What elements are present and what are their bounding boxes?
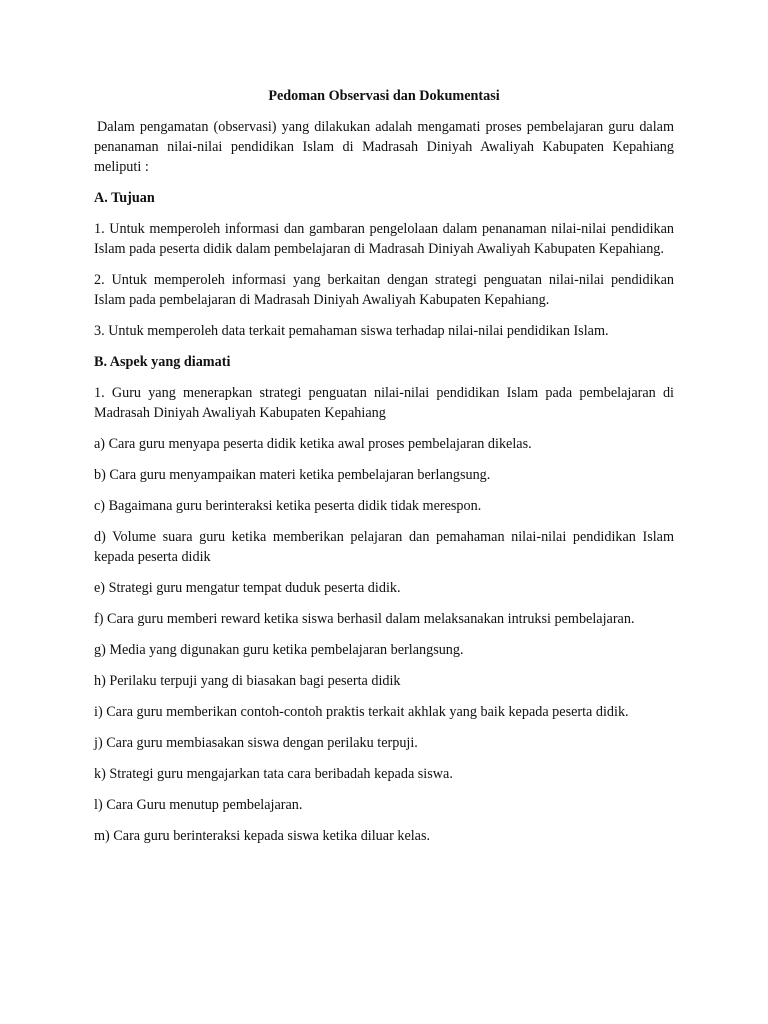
aspek-item-b: b) Cara guru menyampaikan materi ketika pembelajaran berlangsung. — [94, 467, 491, 483]
aspek-lead-item: 1. Guru yang menerapkan strategi penguatan nilai-nilai pendidikan Islam pada pembelajaran di Madrasah Diniyah Awaliyah Kabupaten Kepahiang — [94, 385, 674, 421]
aspek-item-g: g) Media yang digunakan guru ketika pembelajaran berlangsung. — [94, 642, 464, 658]
aspek-item-e: e) Strategi guru mengatur tempat duduk peserta didik. — [94, 580, 401, 596]
aspek-item-c: c) Bagaimana guru berinteraksi ketika peserta didik tidak merespon. — [94, 498, 482, 514]
aspek-item-f: f) Cara guru memberi reward ketika siswa berhasil dalam melaksanakan intruksi pembelajaran. — [94, 611, 635, 627]
section-a-heading: A. Tujuan — [94, 190, 155, 206]
tujuan-item-3: 3. Untuk memperoleh data terkait pemahaman siswa terhadap nilai-nilai pendidikan Islam. — [94, 323, 609, 339]
document-page — [94, 86, 674, 857]
aspek-item-j: j) Cara guru membiasakan siswa dengan perilaku terpuji. — [94, 735, 418, 751]
aspek-item-a: a) Cara guru menyapa peserta didik ketika awal proses pembelajaran dikelas. — [94, 436, 532, 452]
section-b-heading: B. Aspek yang diamati — [94, 354, 231, 370]
aspek-item-d: d) Volume suara guru ketika memberikan pelajaran dan pemahaman nilai-nilai pendidikan Islam kepada peserta didik — [94, 529, 674, 565]
intro-paragraph: Dalam pengamatan (observasi) yang dilakukan adalah mengamati proses pembelajaran guru dalam penanaman nilai-nilai pendidikan Islam di Madrasah Diniyah Awaliyah Kabupaten Kepahiang meliputi : — [94, 119, 674, 175]
document-title: Pedoman Observasi dan Dokumentasi — [268, 88, 500, 104]
aspek-item-k: k) Strategi guru mengajarkan tata cara beribadah kepada siswa. — [94, 766, 453, 782]
aspek-item-h: h) Perilaku terpuji yang di biasakan bagi peserta didik — [94, 673, 401, 689]
aspek-item-m: m) Cara guru berinteraksi kepada siswa ketika diluar kelas. — [94, 828, 431, 844]
aspek-item-i: i) Cara guru memberikan contoh-contoh praktis terkait akhlak yang baik kepada peserta didik. — [94, 704, 629, 720]
aspek-item-l: l) Cara Guru menutup pembelajaran. — [94, 797, 303, 813]
tujuan-item-1: 1. Untuk memperoleh informasi dan gambaran pengelolaan dalam penanaman nilai-nilai pendidikan Islam pada peserta didik dalam pembelajaran di Madrasah Diniyah Awaliyah Kabupaten Kepahiang. — [94, 221, 674, 257]
tujuan-item-2: 2. Untuk memperoleh informasi yang berkaitan dengan strategi penguatan nilai-nilai pendidikan Islam pada pembelajaran di Madrasah Diniyah Awaliyah Kabupaten Kepahiang. — [94, 272, 674, 308]
